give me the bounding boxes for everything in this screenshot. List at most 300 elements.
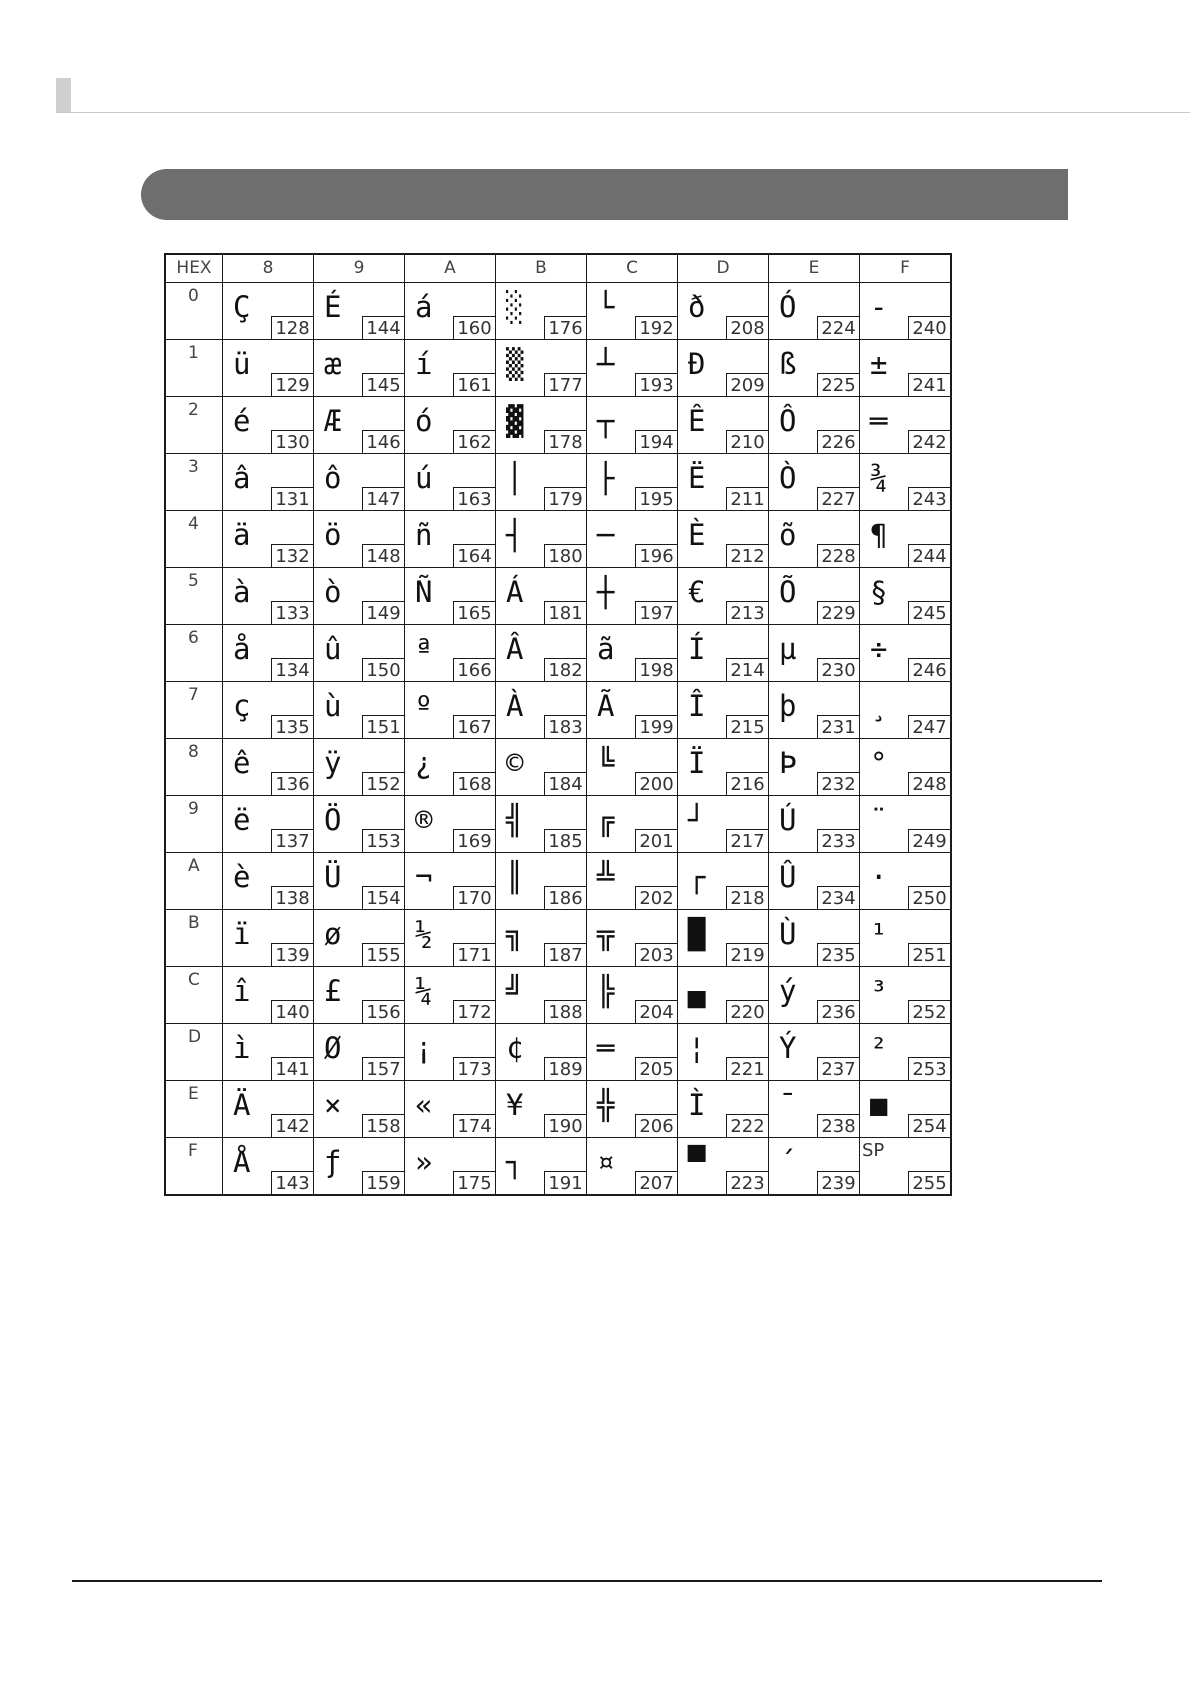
char-glyph: ¸ <box>870 689 888 723</box>
char-cell <box>769 340 860 397</box>
char-cell <box>496 796 587 853</box>
char-glyph: ú <box>415 461 433 495</box>
char-glyph: ╔ <box>597 803 615 837</box>
char-cell <box>587 967 678 1024</box>
column-header: F <box>860 254 952 283</box>
char-glyph: Ú <box>779 803 797 837</box>
char-glyph: ² <box>870 1031 888 1065</box>
char-cell <box>769 853 860 910</box>
char-glyph: ½ <box>415 917 433 951</box>
decimal-code: 248 <box>908 772 950 795</box>
char-cell <box>496 454 587 511</box>
char-glyph: ê <box>233 746 251 780</box>
decimal-code: 152 <box>362 772 404 795</box>
decimal-code: 174 <box>453 1114 495 1137</box>
char-cell <box>223 1138 314 1196</box>
row-hex-label: 4 <box>165 511 223 568</box>
decimal-code: 213 <box>726 601 768 624</box>
char-cell <box>769 511 860 568</box>
char-glyph: ¯ <box>779 1088 797 1122</box>
decimal-code: 195 <box>635 487 677 510</box>
decimal-code: 252 <box>908 1000 950 1023</box>
char-cell <box>405 454 496 511</box>
column-header: 9 <box>314 254 405 283</box>
char-glyph: È <box>688 518 706 552</box>
char-glyph: § <box>870 575 888 609</box>
decimal-code: 192 <box>635 316 677 339</box>
decimal-code: 128 <box>271 316 313 339</box>
char-glyph: Ä <box>233 1088 251 1122</box>
decimal-code: 168 <box>453 772 495 795</box>
char-glyph: ┬ <box>597 404 615 438</box>
char-glyph: ð <box>688 290 706 324</box>
char-cell <box>314 1024 405 1081</box>
char-cell <box>405 340 496 397</box>
char-glyph: ¤ <box>597 1145 615 1179</box>
table-row <box>165 454 951 511</box>
decimal-code: 163 <box>453 487 495 510</box>
char-glyph: Ó <box>779 290 797 324</box>
decimal-code: 203 <box>635 943 677 966</box>
decimal-code: 251 <box>908 943 950 966</box>
row-hex-label: 0 <box>165 283 223 340</box>
decimal-code: 223 <box>726 1171 768 1194</box>
char-glyph: ─ <box>597 518 615 552</box>
decimal-code: 131 <box>271 487 313 510</box>
decimal-code: 182 <box>544 658 586 681</box>
character-code-table <box>164 253 952 1196</box>
decimal-code: 207 <box>635 1171 677 1194</box>
decimal-code: 160 <box>453 316 495 339</box>
char-glyph: █ <box>688 917 706 951</box>
char-glyph: × <box>324 1088 342 1122</box>
decimal-code: 138 <box>271 886 313 909</box>
decimal-code: 201 <box>635 829 677 852</box>
char-glyph: ë <box>233 803 251 837</box>
char-cell <box>678 910 769 967</box>
char-glyph: Đ <box>688 347 706 381</box>
table-row <box>165 397 951 454</box>
char-cell <box>405 910 496 967</box>
char-cell <box>587 682 678 739</box>
row-hex-label: 2 <box>165 397 223 454</box>
table-row <box>165 853 951 910</box>
char-cell <box>405 397 496 454</box>
decimal-code: 191 <box>544 1171 586 1194</box>
char-cell <box>405 853 496 910</box>
column-header: E <box>769 254 860 283</box>
char-cell <box>223 1081 314 1138</box>
char-glyph: £ <box>324 974 342 1008</box>
char-cell <box>314 739 405 796</box>
char-cell <box>769 397 860 454</box>
decimal-code: 153 <box>362 829 404 852</box>
column-header: 8 <box>223 254 314 283</box>
decimal-code: 236 <box>817 1000 859 1023</box>
char-glyph: ª <box>415 632 433 666</box>
char-glyph: À <box>506 689 524 723</box>
char-cell <box>314 397 405 454</box>
decimal-code: 177 <box>544 373 586 396</box>
char-glyph: Ã <box>597 689 615 723</box>
char-cell <box>860 796 952 853</box>
char-glyph: ▒ <box>506 347 524 381</box>
char-cell <box>860 967 952 1024</box>
char-cell <box>405 1024 496 1081</box>
char-cell <box>860 1024 952 1081</box>
char-glyph: ƒ <box>324 1145 342 1179</box>
char-cell <box>587 511 678 568</box>
char-cell <box>405 625 496 682</box>
char-cell <box>678 1024 769 1081</box>
char-cell <box>496 910 587 967</box>
decimal-code: 237 <box>817 1057 859 1080</box>
decimal-code: 235 <box>817 943 859 966</box>
decimal-code: 133 <box>271 601 313 624</box>
char-glyph: ┐ <box>506 1145 524 1179</box>
char-cell <box>587 625 678 682</box>
char-glyph: µ <box>779 632 797 666</box>
decimal-code: 171 <box>453 943 495 966</box>
char-glyph: ├ <box>597 461 615 495</box>
decimal-code: 144 <box>362 316 404 339</box>
char-cell <box>769 796 860 853</box>
header-tab-marker <box>56 78 71 113</box>
decimal-code: 231 <box>817 715 859 738</box>
decimal-code: 245 <box>908 601 950 624</box>
char-glyph: Ü <box>324 860 342 894</box>
char-glyph: ■ <box>870 1088 888 1122</box>
char-cell <box>496 625 587 682</box>
table-row <box>165 340 951 397</box>
char-cell <box>314 967 405 1024</box>
decimal-code: 185 <box>544 829 586 852</box>
decimal-code: 166 <box>453 658 495 681</box>
char-cell <box>769 910 860 967</box>
char-cell <box>678 796 769 853</box>
char-glyph: ´ <box>779 1145 797 1179</box>
decimal-code: 129 <box>271 373 313 396</box>
table-row <box>165 967 951 1024</box>
char-cell <box>314 1138 405 1196</box>
table-row <box>165 568 951 625</box>
char-cell <box>678 967 769 1024</box>
decimal-code: 243 <box>908 487 950 510</box>
char-cell <box>314 1081 405 1138</box>
char-glyph: ° <box>870 746 888 780</box>
decimal-code: 222 <box>726 1114 768 1137</box>
char-glyph: ═ <box>597 1031 615 1065</box>
char-glyph: Î <box>688 689 706 723</box>
char-cell <box>405 1138 496 1196</box>
char-glyph: Í <box>688 632 706 666</box>
char-cell <box>223 682 314 739</box>
decimal-code: 139 <box>271 943 313 966</box>
char-glyph: Ê <box>688 404 706 438</box>
char-glyph: Ì <box>688 1088 706 1122</box>
decimal-code: 230 <box>817 658 859 681</box>
decimal-code: 225 <box>817 373 859 396</box>
decimal-code: 205 <box>635 1057 677 1080</box>
char-cell <box>405 568 496 625</box>
column-header: A <box>405 254 496 283</box>
char-cell <box>587 1024 678 1081</box>
char-cell <box>405 682 496 739</box>
char-glyph: ╣ <box>506 803 524 837</box>
decimal-code: 183 <box>544 715 586 738</box>
char-glyph: æ <box>324 347 342 381</box>
decimal-code: 176 <box>544 316 586 339</box>
char-cell <box>860 910 952 967</box>
char-glyph: ü <box>233 347 251 381</box>
char-cell <box>496 1081 587 1138</box>
char-cell <box>860 340 952 397</box>
char-glyph: á <box>415 290 433 324</box>
table-row <box>165 796 951 853</box>
decimal-code: 186 <box>544 886 586 909</box>
char-glyph: ì <box>233 1031 251 1065</box>
decimal-code: 217 <box>726 829 768 852</box>
decimal-code: 189 <box>544 1057 586 1080</box>
decimal-code: 219 <box>726 943 768 966</box>
decimal-code: 214 <box>726 658 768 681</box>
decimal-code: 202 <box>635 886 677 909</box>
char-glyph: Ï <box>688 746 706 780</box>
decimal-code: 161 <box>453 373 495 396</box>
decimal-code: 145 <box>362 373 404 396</box>
char-glyph: ¼ <box>415 974 433 1008</box>
row-hex-label: 7 <box>165 682 223 739</box>
char-cell <box>860 397 952 454</box>
row-hex-label: 1 <box>165 340 223 397</box>
char-glyph: õ <box>779 518 797 552</box>
decimal-code: 158 <box>362 1114 404 1137</box>
char-cell <box>496 853 587 910</box>
decimal-code: 233 <box>817 829 859 852</box>
char-glyph: ý <box>779 974 797 1008</box>
char-cell <box>405 1081 496 1138</box>
char-cell <box>314 796 405 853</box>
char-glyph: ó <box>415 404 433 438</box>
decimal-code: 221 <box>726 1057 768 1080</box>
table-row <box>165 739 951 796</box>
char-glyph: ╚ <box>597 746 615 780</box>
char-cell <box>678 340 769 397</box>
char-cell <box>860 454 952 511</box>
decimal-code: 181 <box>544 601 586 624</box>
decimal-code: 135 <box>271 715 313 738</box>
char-glyph: í <box>415 347 433 381</box>
table-header-row <box>165 254 951 283</box>
char-glyph: º <box>415 689 433 723</box>
char-cell <box>496 1138 587 1196</box>
row-hex-label: B <box>165 910 223 967</box>
table-row <box>165 1081 951 1138</box>
decimal-code: 240 <box>908 316 950 339</box>
char-cell <box>405 283 496 340</box>
decimal-code: 228 <box>817 544 859 567</box>
decimal-code: 188 <box>544 1000 586 1023</box>
row-hex-label: C <box>165 967 223 1024</box>
decimal-code: 159 <box>362 1171 404 1194</box>
char-glyph: ═ <box>870 404 888 438</box>
char-cell <box>587 853 678 910</box>
decimal-code: 215 <box>726 715 768 738</box>
char-cell <box>860 682 952 739</box>
column-header: B <box>496 254 587 283</box>
char-glyph: ± <box>870 347 888 381</box>
decimal-code: 229 <box>817 601 859 624</box>
char-glyph: Á <box>506 575 524 609</box>
char-cell <box>587 1138 678 1196</box>
row-hex-label: 9 <box>165 796 223 853</box>
row-hex-label: 6 <box>165 625 223 682</box>
char-cell <box>587 340 678 397</box>
char-glyph: þ <box>779 689 797 723</box>
decimal-code: 238 <box>817 1114 859 1137</box>
char-glyph: Û <box>779 860 797 894</box>
char-glyph: ┘ <box>688 803 706 837</box>
char-cell <box>587 739 678 796</box>
char-glyph: ╗ <box>506 917 524 951</box>
char-glyph: ░ <box>506 290 524 324</box>
table-row <box>165 682 951 739</box>
char-glyph: » <box>415 1145 433 1179</box>
char-glyph: Æ <box>324 404 342 438</box>
char-glyph: ╬ <box>597 1088 615 1122</box>
char-glyph: Ö <box>324 803 342 837</box>
char-cell <box>860 739 952 796</box>
decimal-code: 234 <box>817 886 859 909</box>
char-glyph: ß <box>779 347 797 381</box>
decimal-code: 209 <box>726 373 768 396</box>
decimal-code: 165 <box>453 601 495 624</box>
char-glyph: ╝ <box>506 974 524 1008</box>
char-cell <box>223 967 314 1024</box>
decimal-code: 149 <box>362 601 404 624</box>
decimal-code: 150 <box>362 658 404 681</box>
char-cell <box>678 1138 769 1196</box>
decimal-code: 210 <box>726 430 768 453</box>
char-glyph: ┤ <box>506 518 524 552</box>
decimal-code: 193 <box>635 373 677 396</box>
char-glyph: · <box>870 860 888 894</box>
char-glyph: ¦ <box>688 1031 706 1065</box>
char-cell <box>314 454 405 511</box>
char-cell <box>769 739 860 796</box>
decimal-code: 244 <box>908 544 950 567</box>
char-glyph: ® <box>415 803 433 837</box>
decimal-code: 178 <box>544 430 586 453</box>
char-glyph: ø <box>324 917 342 951</box>
table-row <box>165 625 951 682</box>
char-cell <box>314 853 405 910</box>
row-hex-label: 5 <box>165 568 223 625</box>
row-hex-label: 3 <box>165 454 223 511</box>
decimal-code: 134 <box>271 658 313 681</box>
char-glyph: ▀ <box>688 1145 706 1179</box>
char-glyph: î <box>233 974 251 1008</box>
char-cell <box>860 1138 952 1196</box>
char-cell <box>678 739 769 796</box>
char-cell <box>769 682 860 739</box>
decimal-code: 211 <box>726 487 768 510</box>
char-cell <box>314 568 405 625</box>
char-glyph: │ <box>506 461 524 495</box>
char-cell <box>678 1081 769 1138</box>
decimal-code: 196 <box>635 544 677 567</box>
decimal-code: 137 <box>271 829 313 852</box>
decimal-code: 212 <box>726 544 768 567</box>
char-glyph: É <box>324 290 342 324</box>
char-cell <box>860 625 952 682</box>
section-banner <box>141 169 1068 220</box>
char-cell <box>860 853 952 910</box>
char-cell <box>860 1081 952 1138</box>
char-cell <box>223 796 314 853</box>
char-glyph: ³ <box>870 974 888 1008</box>
decimal-code: 250 <box>908 886 950 909</box>
char-cell <box>223 397 314 454</box>
decimal-code: 253 <box>908 1057 950 1080</box>
decimal-code: 154 <box>362 886 404 909</box>
decimal-code: 146 <box>362 430 404 453</box>
table-row <box>165 1138 951 1196</box>
char-glyph: ¢ <box>506 1031 524 1065</box>
char-glyph: ï <box>233 917 251 951</box>
char-glyph: SP <box>862 1140 885 1161</box>
char-cell <box>223 340 314 397</box>
decimal-code: 136 <box>271 772 313 795</box>
decimal-code: 156 <box>362 1000 404 1023</box>
table-row <box>165 1024 951 1081</box>
char-glyph: Ñ <box>415 575 433 609</box>
decimal-code: 130 <box>271 430 313 453</box>
char-glyph: Ù <box>779 917 797 951</box>
decimal-code: 254 <box>908 1114 950 1137</box>
char-glyph: û <box>324 632 342 666</box>
decimal-code: 142 <box>271 1114 313 1137</box>
char-cell <box>587 283 678 340</box>
char-glyph: ¥ <box>506 1088 524 1122</box>
char-cell <box>860 283 952 340</box>
char-cell <box>496 1024 587 1081</box>
char-cell <box>496 397 587 454</box>
decimal-code: 151 <box>362 715 404 738</box>
hex-header: HEX <box>165 254 223 283</box>
char-cell <box>223 568 314 625</box>
char-cell <box>223 1024 314 1081</box>
decimal-code: 247 <box>908 715 950 738</box>
char-glyph: Ô <box>779 404 797 438</box>
char-glyph: ä <box>233 518 251 552</box>
char-glyph: ┴ <box>597 347 615 381</box>
table-row <box>165 511 951 568</box>
char-glyph: Ý <box>779 1031 797 1065</box>
char-cell <box>314 283 405 340</box>
decimal-code: 147 <box>362 487 404 510</box>
char-glyph: ¡ <box>415 1031 433 1065</box>
row-hex-label: D <box>165 1024 223 1081</box>
decimal-code: 204 <box>635 1000 677 1023</box>
char-glyph: Â <box>506 632 524 666</box>
char-glyph: å <box>233 632 251 666</box>
decimal-code: 140 <box>271 1000 313 1023</box>
table-row <box>165 910 951 967</box>
decimal-code: 141 <box>271 1057 313 1080</box>
char-glyph: ¬ <box>415 860 433 894</box>
char-cell <box>314 625 405 682</box>
